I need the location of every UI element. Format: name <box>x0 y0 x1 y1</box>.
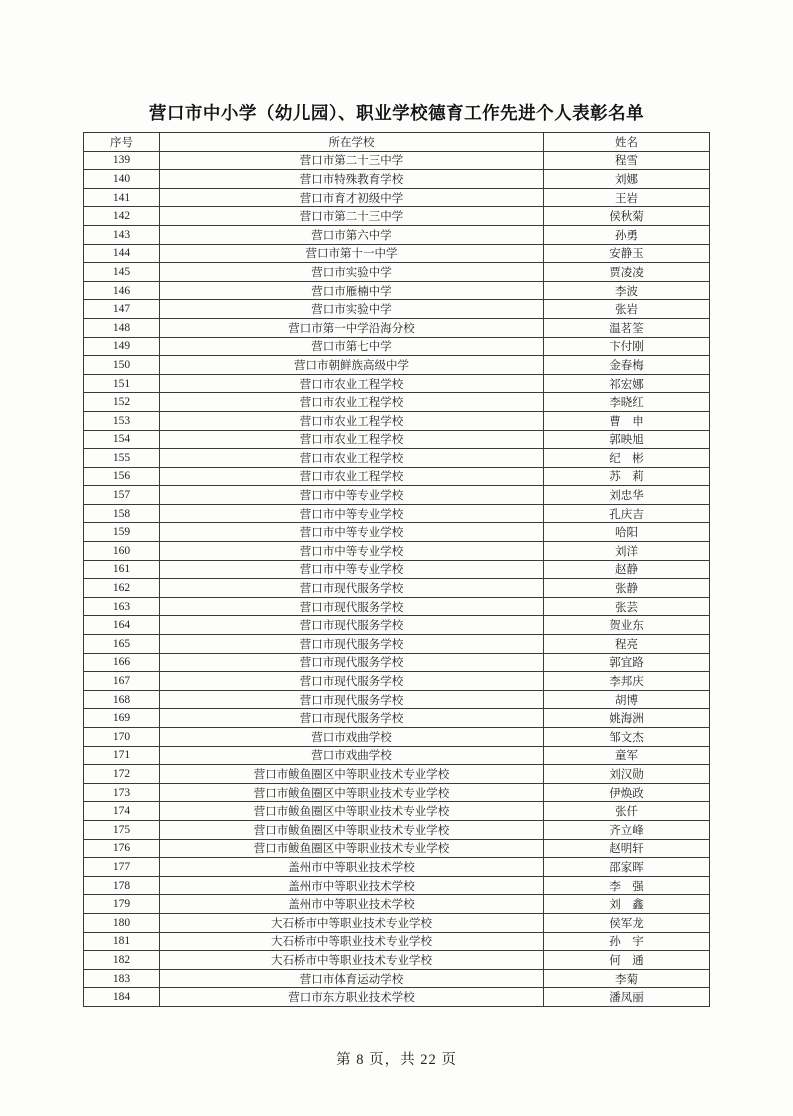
cell-number: 159 <box>84 523 160 542</box>
cell-number: 176 <box>84 839 160 858</box>
cell-name: 张静 <box>544 579 710 598</box>
cell-school: 营口市育才初级中学 <box>160 188 544 207</box>
cell-name: 潘凤丽 <box>544 988 710 1007</box>
cell-school: 盖州市中等职业技术学校 <box>160 858 544 877</box>
cell-number: 165 <box>84 635 160 654</box>
cell-school: 营口市现代服务学校 <box>160 672 544 691</box>
table-row <box>84 207 710 226</box>
cell-number: 177 <box>84 858 160 877</box>
cell-number: 155 <box>84 449 160 468</box>
cell-name: 刘忠华 <box>544 486 710 505</box>
cell-name: 李 强 <box>544 876 710 895</box>
cell-school: 营口市第二十三中学 <box>160 151 544 170</box>
cell-school: 营口市中等专业学校 <box>160 486 544 505</box>
table-row <box>84 783 710 802</box>
cell-school: 营口市中等专业学校 <box>160 542 544 561</box>
cell-school: 盖州市中等职业技术学校 <box>160 876 544 895</box>
cell-school: 营口市第十一中学 <box>160 244 544 263</box>
cell-number: 163 <box>84 597 160 616</box>
table-row <box>84 393 710 412</box>
cell-number: 164 <box>84 616 160 635</box>
cell-name: 卞付刚 <box>544 337 710 356</box>
table-row <box>84 839 710 858</box>
cell-number: 152 <box>84 393 160 412</box>
cell-name: 赵静 <box>544 560 710 579</box>
cell-name: 刘洋 <box>544 542 710 561</box>
table-row <box>84 356 710 375</box>
cell-name: 齐立峰 <box>544 820 710 839</box>
cell-school: 营口市雁楠中学 <box>160 281 544 300</box>
cell-school: 营口市现代服务学校 <box>160 653 544 672</box>
table-row <box>84 411 710 430</box>
cell-school: 大石桥市中等职业技术专业学校 <box>160 913 544 932</box>
table-row <box>84 597 710 616</box>
cell-name: 邵家晖 <box>544 858 710 877</box>
cell-number: 184 <box>84 988 160 1007</box>
cell-name: 哈阳 <box>544 523 710 542</box>
cell-school: 营口市现代服务学校 <box>160 597 544 616</box>
cell-name: 郭映旭 <box>544 430 710 449</box>
cell-school: 营口市现代服务学校 <box>160 709 544 728</box>
cell-number: 144 <box>84 244 160 263</box>
cell-name: 侯秋菊 <box>544 207 710 226</box>
table-row <box>84 579 710 598</box>
table-row <box>84 988 710 1007</box>
cell-school: 营口市现代服务学校 <box>160 690 544 709</box>
cell-name: 祁宏娜 <box>544 374 710 393</box>
cell-school: 营口市农业工程学校 <box>160 430 544 449</box>
cell-number: 140 <box>84 170 160 189</box>
cell-name: 王岩 <box>544 188 710 207</box>
table-row <box>84 170 710 189</box>
cell-school: 营口市鲅鱼圈区中等职业技术专业学校 <box>160 839 544 858</box>
cell-number: 174 <box>84 802 160 821</box>
cell-number: 145 <box>84 263 160 282</box>
cell-name: 伊焕政 <box>544 783 710 802</box>
cell-number: 148 <box>84 318 160 337</box>
cell-school: 营口市实验中学 <box>160 300 544 319</box>
col-header-school: 所在学校 <box>160 133 544 152</box>
cell-number: 156 <box>84 467 160 486</box>
cell-number: 168 <box>84 690 160 709</box>
cell-number: 160 <box>84 542 160 561</box>
table-row <box>84 802 710 821</box>
table-row <box>84 951 710 970</box>
table-row <box>84 765 710 784</box>
cell-name: 苏 莉 <box>544 467 710 486</box>
table-row <box>84 672 710 691</box>
cell-name: 赵明轩 <box>544 839 710 858</box>
page-footer: 第 8 页，共 22 页 <box>336 1052 457 1068</box>
cell-number: 182 <box>84 951 160 970</box>
cell-name: 何 通 <box>544 951 710 970</box>
table-row <box>84 374 710 393</box>
cell-name: 李邦庆 <box>544 672 710 691</box>
cell-number: 139 <box>84 151 160 170</box>
table-row <box>84 318 710 337</box>
cell-school: 营口市农业工程学校 <box>160 411 544 430</box>
cell-school: 盖州市中等职业技术学校 <box>160 895 544 914</box>
table-row <box>84 225 710 244</box>
table-row <box>84 616 710 635</box>
cell-school: 营口市实验中学 <box>160 263 544 282</box>
table-row <box>84 746 710 765</box>
table-row <box>84 709 710 728</box>
cell-school: 营口市第一中学沿海分校 <box>160 318 544 337</box>
cell-number: 162 <box>84 579 160 598</box>
cell-number: 180 <box>84 913 160 932</box>
table-row <box>84 542 710 561</box>
cell-name: 刘汉勋 <box>544 765 710 784</box>
cell-school: 大石桥市中等职业技术专业学校 <box>160 932 544 951</box>
table-row <box>84 820 710 839</box>
cell-school: 大石桥市中等职业技术专业学校 <box>160 951 544 970</box>
cell-number: 158 <box>84 504 160 523</box>
cell-school: 营口市现代服务学校 <box>160 635 544 654</box>
cell-number: 146 <box>84 281 160 300</box>
cell-name: 胡博 <box>544 690 710 709</box>
cell-name: 李菊 <box>544 969 710 988</box>
table-row <box>84 188 710 207</box>
cell-school: 营口市农业工程学校 <box>160 393 544 412</box>
cell-number: 149 <box>84 337 160 356</box>
cell-number: 170 <box>84 728 160 747</box>
table-row <box>84 430 710 449</box>
table-row <box>84 895 710 914</box>
cell-number: 154 <box>84 430 160 449</box>
cell-name: 孔庆吉 <box>544 504 710 523</box>
table-row <box>84 690 710 709</box>
cell-number: 171 <box>84 746 160 765</box>
cell-school: 营口市第二十三中学 <box>160 207 544 226</box>
cell-name: 童军 <box>544 746 710 765</box>
page-title: 营口市中小学（幼儿园）、职业学校德育工作先进个人表彰名单 <box>148 103 645 123</box>
table-row <box>84 932 710 951</box>
cell-number: 141 <box>84 188 160 207</box>
cell-name: 张仟 <box>544 802 710 821</box>
cell-name: 姚海洲 <box>544 709 710 728</box>
table-row <box>84 653 710 672</box>
cell-school: 营口市东方职业技术学校 <box>160 988 544 1007</box>
table-row <box>84 876 710 895</box>
cell-name: 刘娜 <box>544 170 710 189</box>
cell-school: 营口市农业工程学校 <box>160 467 544 486</box>
cell-school: 营口市中等专业学校 <box>160 504 544 523</box>
commendation-table <box>83 132 710 1007</box>
table-row <box>84 281 710 300</box>
cell-name: 程亮 <box>544 635 710 654</box>
cell-name: 曹 申 <box>544 411 710 430</box>
cell-number: 178 <box>84 876 160 895</box>
cell-number: 183 <box>84 969 160 988</box>
cell-number: 169 <box>84 709 160 728</box>
cell-school: 营口市鲅鱼圈区中等职业技术专业学校 <box>160 765 544 784</box>
cell-number: 150 <box>84 356 160 375</box>
cell-name: 程雪 <box>544 151 710 170</box>
cell-name: 纪 彬 <box>544 449 710 468</box>
table-row <box>84 969 710 988</box>
cell-name: 李波 <box>544 281 710 300</box>
cell-number: 173 <box>84 783 160 802</box>
table-header-row <box>84 133 710 152</box>
cell-school: 营口市第七中学 <box>160 337 544 356</box>
cell-school: 营口市鲅鱼圈区中等职业技术专业学校 <box>160 802 544 821</box>
col-header-name: 姓名 <box>544 133 710 152</box>
cell-name: 孙勇 <box>544 225 710 244</box>
cell-number: 166 <box>84 653 160 672</box>
cell-school: 营口市第六中学 <box>160 225 544 244</box>
cell-school: 营口市现代服务学校 <box>160 616 544 635</box>
cell-school: 营口市戏曲学校 <box>160 728 544 747</box>
table-row <box>84 151 710 170</box>
cell-number: 142 <box>84 207 160 226</box>
col-header-number: 序号 <box>84 133 160 152</box>
cell-school: 营口市中等专业学校 <box>160 523 544 542</box>
cell-school: 营口市鲅鱼圈区中等职业技术专业学校 <box>160 820 544 839</box>
table-row <box>84 560 710 579</box>
cell-school: 营口市体育运动学校 <box>160 969 544 988</box>
cell-name: 邹文杰 <box>544 728 710 747</box>
table-row <box>84 449 710 468</box>
cell-school: 营口市特殊教育学校 <box>160 170 544 189</box>
table-row <box>84 913 710 932</box>
cell-school: 营口市戏曲学校 <box>160 746 544 765</box>
cell-name: 李晓红 <box>544 393 710 412</box>
cell-school: 营口市鲅鱼圈区中等职业技术专业学校 <box>160 783 544 802</box>
table-row <box>84 523 710 542</box>
cell-name: 温茗筌 <box>544 318 710 337</box>
cell-name: 贾凌凌 <box>544 263 710 282</box>
table-row <box>84 244 710 263</box>
cell-number: 181 <box>84 932 160 951</box>
cell-number: 153 <box>84 411 160 430</box>
cell-name: 贺业东 <box>544 616 710 635</box>
table-row <box>84 728 710 747</box>
cell-school: 营口市朝鲜族高级中学 <box>160 356 544 375</box>
cell-school: 营口市农业工程学校 <box>160 374 544 393</box>
table-row <box>84 486 710 505</box>
table-row <box>84 263 710 282</box>
cell-number: 157 <box>84 486 160 505</box>
cell-name: 张芸 <box>544 597 710 616</box>
cell-number: 147 <box>84 300 160 319</box>
cell-number: 167 <box>84 672 160 691</box>
table-row <box>84 300 710 319</box>
cell-number: 143 <box>84 225 160 244</box>
table-row <box>84 858 710 877</box>
cell-name: 郭宜路 <box>544 653 710 672</box>
cell-school: 营口市中等专业学校 <box>160 560 544 579</box>
cell-name: 张岩 <box>544 300 710 319</box>
cell-number: 172 <box>84 765 160 784</box>
cell-name: 金春梅 <box>544 356 710 375</box>
table-row <box>84 467 710 486</box>
table-row <box>84 635 710 654</box>
cell-school: 营口市现代服务学校 <box>160 579 544 598</box>
cell-number: 175 <box>84 820 160 839</box>
cell-number: 179 <box>84 895 160 914</box>
cell-name: 刘 鑫 <box>544 895 710 914</box>
cell-number: 151 <box>84 374 160 393</box>
cell-name: 孙 宇 <box>544 932 710 951</box>
cell-name: 安静玉 <box>544 244 710 263</box>
cell-number: 161 <box>84 560 160 579</box>
table-row <box>84 337 710 356</box>
cell-name: 侯军龙 <box>544 913 710 932</box>
table-row <box>84 504 710 523</box>
cell-school: 营口市农业工程学校 <box>160 449 544 468</box>
